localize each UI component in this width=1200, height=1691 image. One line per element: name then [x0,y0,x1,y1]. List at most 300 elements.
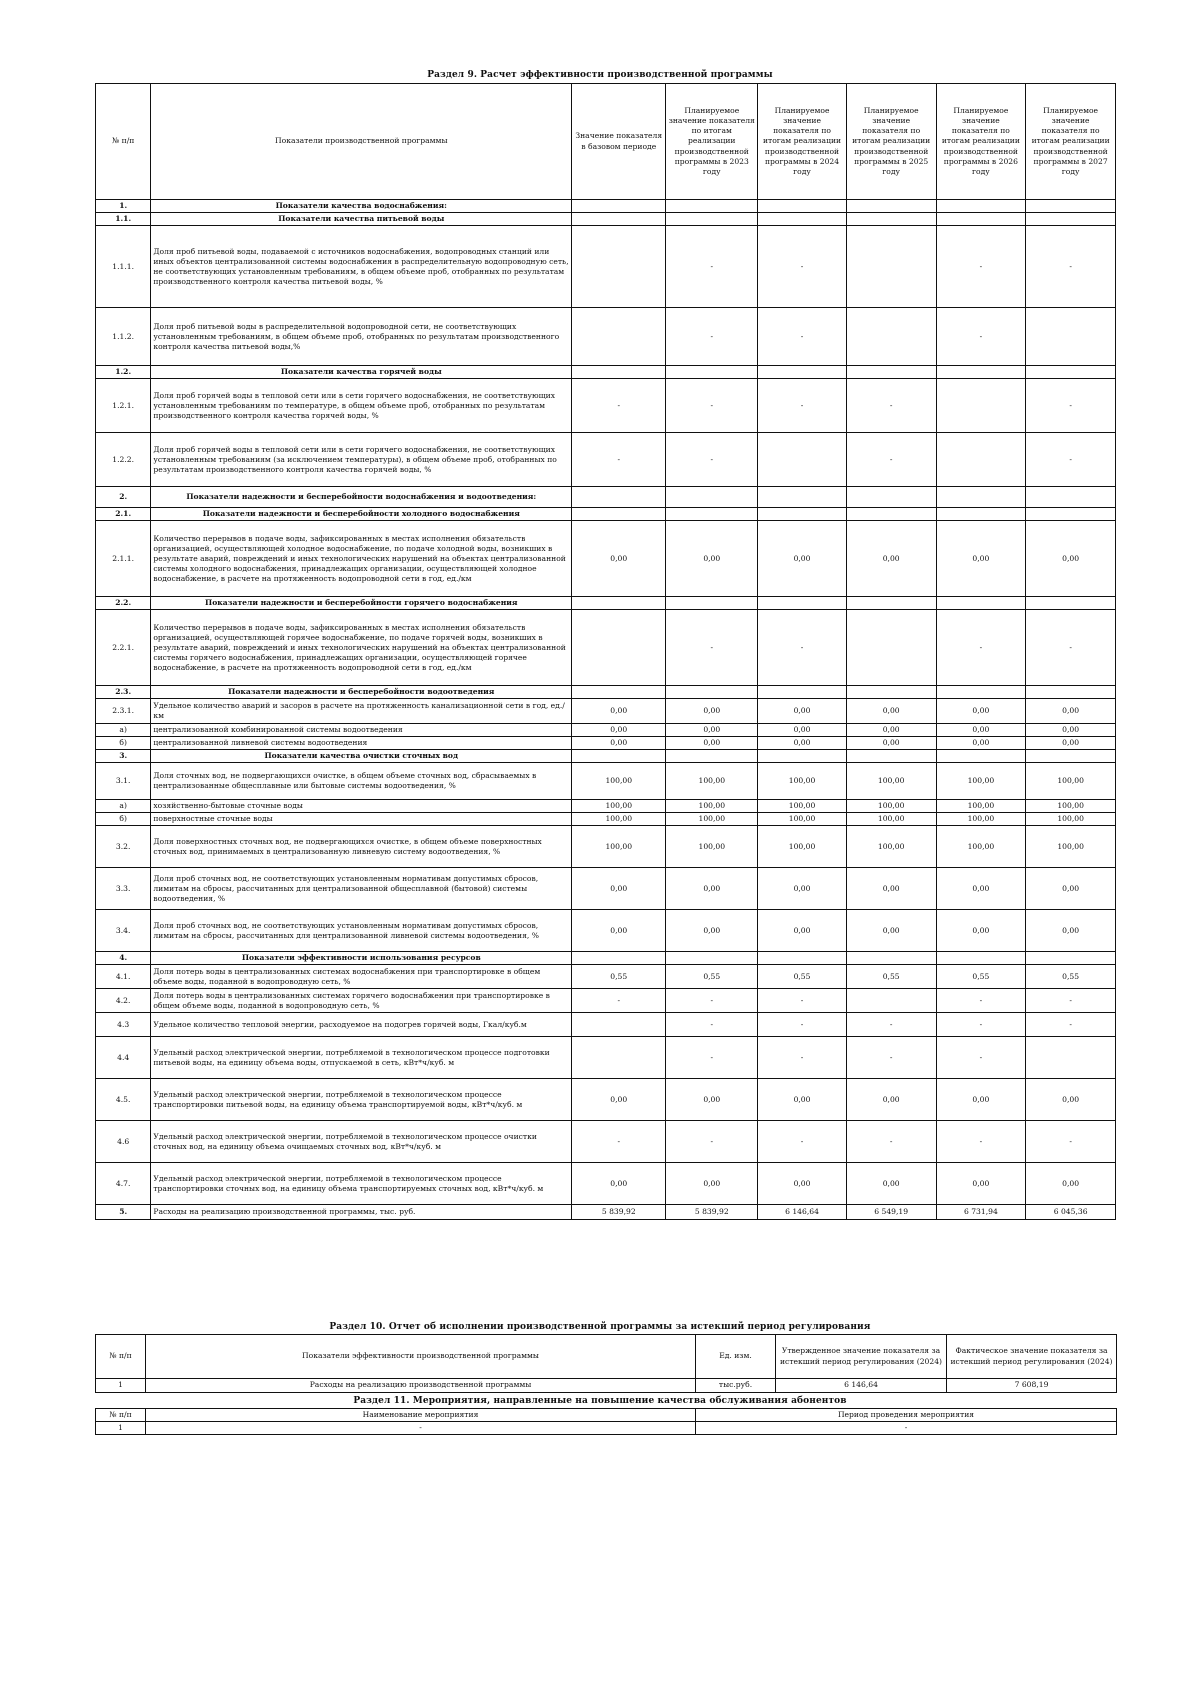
value-cell: 100,00 [846,800,936,813]
row-num: 2. [96,487,151,508]
table-row [96,1079,1116,1121]
value-cell [846,952,936,965]
table-row [96,1379,1117,1393]
value-cell [936,213,1026,226]
value-cell [936,200,1026,213]
value-cell [758,597,847,610]
section-10-title: Раздел 10. Отчет об исполнении производственной программы за истекший период регулирования [329,1322,871,1332]
indicator-name: Доля сточных вод, не подвергающихся очистке, в общем объеме сточных вод, сбрасываемых в централизованные общесплавные или бытовые системы водоотведения, % [151,763,572,800]
value-cell: 0,00 [758,737,847,750]
row-num: 2.2.1. [96,610,151,686]
value-cell [846,597,936,610]
section-header-row [96,366,1116,379]
row-num: б) [96,813,151,826]
value-cell: 0,00 [1026,724,1116,737]
row-num: 5. [96,1205,151,1220]
value-cell: 0,00 [936,699,1026,724]
header-indicator: Показатели производственной программы [151,84,572,200]
value-cell: - [1026,433,1116,487]
value-cell: 0,00 [846,699,936,724]
value-cell: 0,00 [1026,521,1116,597]
value-cell: 0,00 [846,1079,936,1121]
header-plan-2026: Планируемое значение показателя по итогам реализации производственной программы в 2026 году [936,84,1026,200]
value-cell: 6 146,64 [758,1205,847,1220]
value-cell: 0,00 [758,868,847,910]
header-num: № п/п [96,84,151,200]
value-cell: 0,00 [1026,910,1116,952]
value-cell: 0,00 [846,521,936,597]
table-row [96,379,1116,433]
section-9-header-row [96,84,1116,200]
row-num: 2.1. [96,508,151,521]
header-plan-2023: Планируемое значение показателя по итогам реализации производственной программы в 2023 году [666,84,758,200]
table-row [96,868,1116,910]
value-cell: 0,00 [846,1163,936,1205]
value-cell: 0,55 [572,965,666,989]
value-cell: - [1026,226,1116,308]
row-num: 1.1.2. [96,308,151,366]
indicator-name: Доля проб горячей воды в тепловой сети или в сети горячего водоснабжения, не соответствующих установленным требованиям (за исключением температуры), в общем объеме проб, отобранных по результатам производственного контроля качества горячей воды, % [151,433,572,487]
row-num: 4. [96,952,151,965]
indicator-name: Доля проб питьевой воды в распределительной водопроводной сети, не соответствующих установленным требованиям, в общем объеме проб, отобранных по результатам производственного контроля качества питьевой воды,% [151,308,572,366]
indicator-name: Удельный расход электрической энергии, потребляемой в технологическом процессе транспортировки сточных вод, на единицу объема транспортируемых сточных вод, кВт*ч/куб. м [151,1163,572,1205]
value-cell: - [666,1013,758,1037]
value-cell [758,200,847,213]
value-cell: 0,00 [1026,1163,1116,1205]
value-cell: 0,00 [572,724,666,737]
value-cell [572,750,666,763]
value-cell [1026,366,1116,379]
indicator-name: Количество перерывов в подаче воды, зафиксированных в местах исполнения обязательств организацией, осуществляющей холодное водоснабжение, по подаче холодной воды, возникших в результате аварий, повреждений и иных технологических нарушений на объектах централизованной системы холодного водоснабжения, принадлежащих организации, осуществляющей холодное водоснабжение, в расчете на протяженность водопроводной сети в год, ед./км [151,521,572,597]
table-row [96,737,1116,750]
value-cell: 100,00 [666,763,758,800]
value-cell: - [666,308,758,366]
section-header-row [96,508,1116,521]
value-cell [666,213,758,226]
value-cell: 0,00 [846,910,936,952]
table-row [96,763,1116,800]
value-cell: 0,00 [572,868,666,910]
row-num: 4.2. [96,989,151,1013]
row-num: а) [96,800,151,813]
value-cell: 0,00 [572,1163,666,1205]
value-cell: - [846,1013,936,1037]
value-cell: 0,00 [758,521,847,597]
value-cell: 100,00 [758,813,847,826]
section-11-table [95,1408,1117,1435]
value-cell: 100,00 [666,800,758,813]
value-cell [1026,308,1116,366]
row-num: 2.2. [96,597,151,610]
indicator-name: Количество перерывов в подаче воды, зафиксированных в местах исполнения обязательств организацией, осуществляющей горячее водоснабжение, по подаче горячей воды, возникших в результате аварий, повреждений и иных технологических нарушений на объектах централизованной системы горячего водоснабжения, принадлежащих организации, осуществляющей горячее водоснабжение, в расчете на протяженность водопроводной сети в год, ед./км [151,610,572,686]
value-cell: 0,00 [936,724,1026,737]
value-cell [572,366,666,379]
value-cell: 0,00 [572,521,666,597]
s10-row-actual: 7 608,19 [947,1379,1117,1393]
row-num: 3. [96,750,151,763]
value-cell: - [846,1121,936,1163]
value-cell: 100,00 [666,813,758,826]
indicator-name: Удельное количество тепловой энергии, расходуемое на подогрев горячей воды, Гкал/куб.м [151,1013,572,1037]
value-cell [758,213,847,226]
section-11-header-row [96,1409,1117,1422]
section-header-row [96,213,1116,226]
row-num: 4.6 [96,1121,151,1163]
value-cell [666,200,758,213]
value-cell: - [1026,1013,1116,1037]
s10-row-num: 1 [96,1379,146,1393]
row-num: 1.2.1. [96,379,151,433]
value-cell: 0,00 [572,910,666,952]
value-cell: 100,00 [1026,826,1116,868]
value-cell [846,308,936,366]
value-cell: 0,00 [666,521,758,597]
value-cell [666,686,758,699]
table-row [96,521,1116,597]
table-row [96,1422,1117,1435]
value-cell [666,597,758,610]
value-cell [572,610,666,686]
table-row [96,1013,1116,1037]
table-row [96,1163,1116,1205]
value-cell [846,213,936,226]
section-heading: Показатели надежности и бесперебойности горячего водоснабжения [151,597,572,610]
value-cell: 0,00 [846,868,936,910]
indicator-name: Доля проб горячей воды в тепловой сети или в сети горячего водоснабжения, не соответствующих установленным требованиям по температуре, в общем объеме проб, отобранных по результатам производственного контроля качества горячей воды, % [151,379,572,433]
value-cell [936,952,1026,965]
row-num: 4.7. [96,1163,151,1205]
value-cell: - [936,989,1026,1013]
row-num: 1.2. [96,366,151,379]
value-cell: - [666,433,758,487]
table-row [96,610,1116,686]
value-cell: 5 839,92 [666,1205,758,1220]
value-cell: 0,00 [666,1163,758,1205]
row-num: 4.4 [96,1037,151,1079]
value-cell: 0,00 [666,1079,758,1121]
value-cell [758,508,847,521]
table-row [96,308,1116,366]
value-cell [666,750,758,763]
value-cell: 0,00 [666,737,758,750]
value-cell [846,487,936,508]
value-cell: - [572,433,666,487]
row-num: 4.5. [96,1079,151,1121]
value-cell [1026,597,1116,610]
row-num: 3.3. [96,868,151,910]
row-num: 1.1. [96,213,151,226]
indicator-name: Доля потерь воды в централизованных системах горячего водоснабжения при транспортировке в общем объеме воды, поданной в водопроводную сеть, % [151,989,572,1013]
value-cell: 100,00 [572,763,666,800]
value-cell: 0,55 [758,965,847,989]
value-cell: 0,00 [1026,699,1116,724]
value-cell [572,508,666,521]
value-cell: 0,00 [846,737,936,750]
value-cell [1026,487,1116,508]
s11-row-period: - [696,1422,1117,1435]
value-cell: - [758,379,847,433]
value-cell: - [666,379,758,433]
value-cell [666,487,758,508]
value-cell: 0,00 [758,1079,847,1121]
value-cell [936,433,1026,487]
value-cell: - [1026,989,1116,1013]
value-cell: 0,00 [936,1079,1026,1121]
value-cell [846,200,936,213]
value-cell [846,226,936,308]
s10-row-unit: тыс.руб. [696,1379,776,1393]
value-cell: - [666,989,758,1013]
value-cell: 0,00 [666,724,758,737]
value-cell: 100,00 [936,763,1026,800]
value-cell: - [936,308,1026,366]
value-cell: 6 549,19 [846,1205,936,1220]
s11-header-num: № п/п [96,1409,146,1422]
value-cell: - [846,433,936,487]
value-cell: - [572,379,666,433]
value-cell [572,686,666,699]
value-cell: - [572,1121,666,1163]
value-cell: 100,00 [1026,763,1116,800]
s10-header-num: № п/п [96,1335,146,1379]
section-heading: Показатели качества очистки сточных вод [151,750,572,763]
value-cell [936,379,1026,433]
value-cell [846,366,936,379]
value-cell: 0,00 [758,699,847,724]
s10-header-approved: Утвержденное значение показателя за истекший период регулирования (2024) [776,1335,947,1379]
value-cell [572,308,666,366]
value-cell [758,952,847,965]
value-cell [572,1013,666,1037]
value-cell: - [936,610,1026,686]
table-row [96,724,1116,737]
s10-row-approved: 6 146,64 [776,1379,947,1393]
value-cell: - [666,610,758,686]
value-cell: 0,00 [936,521,1026,597]
value-cell: 100,00 [936,800,1026,813]
indicator-name: Удельное количество аварий и засоров в расчете на протяженность канализационной сети в год, ед./км [151,699,572,724]
value-cell [572,213,666,226]
value-cell [1026,1037,1116,1079]
value-cell: 100,00 [936,813,1026,826]
value-cell [572,952,666,965]
value-cell [1026,213,1116,226]
value-cell [846,610,936,686]
table-row [96,826,1116,868]
section-10-header-row [96,1335,1117,1379]
value-cell [572,597,666,610]
section-header-row [96,952,1116,965]
value-cell: 0,00 [1026,868,1116,910]
value-cell [758,487,847,508]
value-cell [572,1037,666,1079]
section-11-title: Раздел 11. Мероприятия, направленные на повышение качества обслуживания абонентов [353,1396,847,1406]
table-row [96,989,1116,1013]
value-cell [936,487,1026,508]
indicator-name: Доля потерь воды в централизованных системах водоснабжения при транспортировке в общем объеме воды, поданной в водопроводную сеть, % [151,965,572,989]
value-cell [936,686,1026,699]
indicator-name: Доля поверхностных сточных вод, не подвергающихся очистке, в общем объеме поверхностных сточных вод, принимаемых в централизованную ливневую систему водоотведения, % [151,826,572,868]
section-heading: Показатели эффективности использования ресурсов [151,952,572,965]
value-cell: - [936,1037,1026,1079]
value-cell: 100,00 [846,813,936,826]
row-num: 3.1. [96,763,151,800]
value-cell [666,366,758,379]
value-cell: 100,00 [758,826,847,868]
value-cell: 5 839,92 [572,1205,666,1220]
table-row [96,699,1116,724]
value-cell: 100,00 [936,826,1026,868]
indicator-name: Расходы на реализацию производственной программы, тыс. руб. [151,1205,572,1220]
value-cell: - [1026,1121,1116,1163]
indicator-name: поверхностные сточные воды [151,813,572,826]
section-heading: Показатели качества питьевой воды [151,213,572,226]
table-row [96,1037,1116,1079]
row-num: 3.4. [96,910,151,952]
section-header-row [96,200,1116,213]
value-cell [1026,952,1116,965]
section-9-table [95,83,1116,1220]
value-cell [758,686,847,699]
indicator-name: Доля проб сточных вод, не соответствующих установленным нормативам допустимых сбросов, лимитам на сбросы, рассчитанных для централизованной общесплавной (бытовой) системы водоотведения, % [151,868,572,910]
value-cell [936,366,1026,379]
value-cell: - [936,226,1026,308]
value-cell [936,597,1026,610]
value-cell: 0,00 [666,868,758,910]
value-cell: - [758,308,847,366]
value-cell: 0,00 [666,910,758,952]
section-header-row [96,597,1116,610]
value-cell [1026,508,1116,521]
value-cell [666,952,758,965]
table-row [96,433,1116,487]
value-cell: 0,55 [1026,965,1116,989]
table-row [96,813,1116,826]
section-9-title: Раздел 9. Расчет эффективности производственной программы [427,70,773,80]
table-row [96,965,1116,989]
value-cell: 0,00 [572,737,666,750]
indicator-name: централизованной ливневой системы водоотведения [151,737,572,750]
value-cell: - [666,226,758,308]
value-cell: - [1026,610,1116,686]
value-cell: 100,00 [758,800,847,813]
section-header-row [96,487,1116,508]
table-row [96,800,1116,813]
value-cell [572,226,666,308]
value-cell [572,200,666,213]
row-num: 3.2. [96,826,151,868]
row-num: 1. [96,200,151,213]
s11-row-num: 1 [96,1422,146,1435]
value-cell: - [666,1037,758,1079]
value-cell: 100,00 [1026,800,1116,813]
row-num: 1.2.2. [96,433,151,487]
value-cell: - [666,1121,758,1163]
indicator-name: Доля проб питьевой воды, подаваемой с источников водоснабжения, водопроводных станций или иных объектов централизованной системы водоснабжения в распределительную водопроводную сеть, не соответствующих установленным требованиям, в общем объеме проб, отобранных по результатам производственного контроля качества питьевой воды, % [151,226,572,308]
value-cell: - [758,610,847,686]
value-cell: - [758,1037,847,1079]
section-heading: Показатели надежности и бесперебойности холодного водоснабжения [151,508,572,521]
indicator-name: Удельный расход электрической энергии, потребляемой в технологическом процессе подготовки питьевой воды, на единицу объема воды, отпускаемой в сеть, кВт*ч/куб. м [151,1037,572,1079]
indicator-name: Удельный расход электрической энергии, потребляемой в технологическом процессе транспортировки питьевой воды, на единицу объема транспортируемой воды, кВт*ч/куб. м [151,1079,572,1121]
value-cell: 0,00 [758,910,847,952]
table-row [96,1205,1116,1220]
value-cell: 0,00 [936,910,1026,952]
header-base-period: Значение показателя в базовом периоде [572,84,666,200]
value-cell: 100,00 [846,826,936,868]
value-cell: 6 045,36 [1026,1205,1116,1220]
value-cell: - [846,1037,936,1079]
value-cell [936,750,1026,763]
value-cell: - [846,379,936,433]
s10-header-indicator: Показатели эффективности производственной программы [146,1335,696,1379]
value-cell [846,508,936,521]
table-row [96,910,1116,952]
indicator-name: Удельный расход электрической энергии, потребляемой в технологическом процессе очистки сточных вод, на единицу объема очищаемых сточных вод, кВт*ч/куб. м [151,1121,572,1163]
value-cell: 0,00 [758,1163,847,1205]
value-cell: 100,00 [1026,813,1116,826]
s10-row-indicator: Расходы на реализацию производственной программы [146,1379,696,1393]
header-plan-2024: Планируемое значение показателя по итогам реализации производственной программы в 2024 году [758,84,847,200]
value-cell [846,989,936,1013]
value-cell: 0,00 [666,699,758,724]
value-cell: 0,55 [666,965,758,989]
value-cell [572,487,666,508]
s10-header-unit: Ед. изм. [696,1335,776,1379]
indicator-name: хозяйственно-бытовые сточные воды [151,800,572,813]
value-cell: - [936,1121,1026,1163]
value-cell [846,686,936,699]
section-heading: Показатели качества водоснабжения: [151,200,572,213]
section-header-row [96,686,1116,699]
header-plan-2025: Планируемое значение показателя по итогам реализации производственной программы в 2025 году [846,84,936,200]
value-cell: 100,00 [666,826,758,868]
value-cell [936,508,1026,521]
row-num: б) [96,737,151,750]
section-10-table [95,1334,1117,1393]
table-row [96,1121,1116,1163]
value-cell [758,750,847,763]
value-cell: - [758,226,847,308]
value-cell [1026,686,1116,699]
s11-row-measure: - [146,1422,696,1435]
header-plan-2027: Планируемое значение показателя по итогам реализации производственной программы в 2027 году [1026,84,1116,200]
indicator-name: Доля проб сточных вод, не соответствующих установленным нормативам допустимых сбросов, лимитам на сбросы, рассчитанных для централизованной ливневой системы водоотведения, % [151,910,572,952]
section-9-body [96,200,1116,1220]
value-cell [846,750,936,763]
section-header-row [96,750,1116,763]
value-cell: 0,55 [846,965,936,989]
row-num: 2.3. [96,686,151,699]
value-cell: 0,00 [572,1079,666,1121]
value-cell: 0,00 [572,699,666,724]
value-cell: - [758,1013,847,1037]
value-cell: 0,00 [936,868,1026,910]
value-cell [758,366,847,379]
indicator-name: централизованной комбинированной системы водоотведения [151,724,572,737]
value-cell: 0,55 [936,965,1026,989]
value-cell [666,508,758,521]
row-num: 4.1. [96,965,151,989]
row-num: а) [96,724,151,737]
section-heading: Показатели надежности и бесперебойности водоотведения [151,686,572,699]
value-cell [758,433,847,487]
value-cell: 0,00 [936,737,1026,750]
value-cell: 100,00 [572,800,666,813]
row-num: 2.1.1. [96,521,151,597]
row-num: 2.3.1. [96,699,151,724]
table-row [96,226,1116,308]
